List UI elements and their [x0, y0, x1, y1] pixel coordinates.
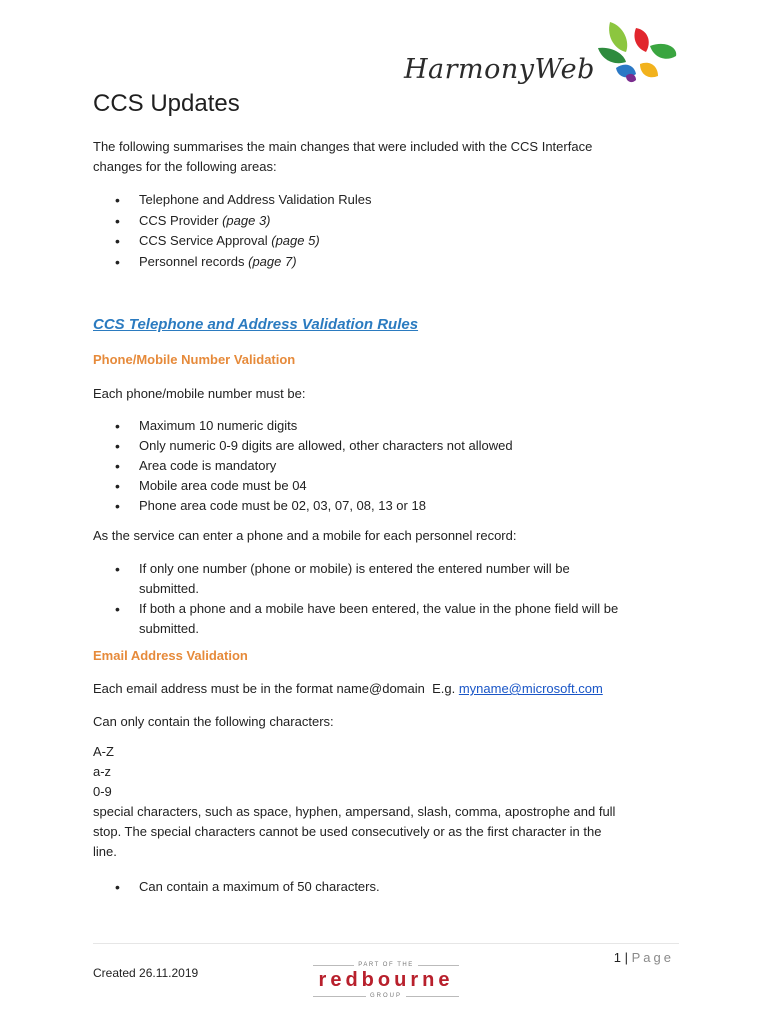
list-item: • Can contain a maximum of 50 characters. [93, 877, 380, 897]
phone-intro: Each phone/mobile number must be: [93, 386, 306, 401]
special-chars-text: stop. The special characters cannot be used consecutively or as the first character in the [93, 824, 602, 839]
list-item: • Personnel records (page 7) [93, 252, 371, 273]
harmonyweb-logo [400, 18, 682, 88]
service-intro: As the service can enter a phone and a mobile for each personnel record: [93, 528, 517, 543]
page-title: CCS Updates [93, 90, 240, 117]
created-date: Created 26.11.2019 [93, 966, 199, 980]
list-item: • CCS Provider (page 3) [93, 211, 371, 232]
email-format-line [93, 679, 603, 699]
allowed-chars [93, 742, 615, 862]
page-number: 1 | Page [613, 950, 674, 965]
service-rules-list [93, 559, 618, 639]
leaves-icon [596, 18, 680, 86]
list-item: • Telephone and Address Validation Rules [93, 190, 371, 211]
footer-divider [93, 943, 679, 944]
intro-line: The following summarises the main changes that were included with the CCS Interface [93, 139, 593, 154]
list-item: • Maximum 10 numeric digits [93, 416, 513, 436]
intro-paragraph [93, 137, 592, 177]
max-length-list [93, 877, 380, 897]
email-example-link[interactable]: myname@microsoft.com [458, 681, 603, 696]
list-item: • CCS Service Approval (page 5) [93, 231, 371, 252]
phone-validation-heading: Phone/Mobile Number Validation [93, 352, 296, 367]
email-validation-heading: Email Address Validation [93, 648, 248, 663]
char-range: 0-9 [93, 784, 112, 799]
special-chars-text: line. [93, 844, 117, 859]
areas-list [93, 190, 371, 272]
list-item: • Only numeric 0-9 digits are allowed, other characters not allowed [93, 436, 513, 456]
email-format-text: Each email address must be in the format name@domain E.g. [93, 681, 459, 696]
logo-wordmark: HarmonyWeb [404, 54, 595, 85]
chars-intro: Can only contain the following characters: [93, 714, 334, 729]
phone-rules-list [93, 416, 513, 516]
list-item: • Area code is mandatory [93, 456, 513, 476]
intro-line: changes for the following areas: [93, 159, 277, 174]
char-range: a-z [93, 764, 112, 779]
section-heading: CCS Telephone and Address Validation Rules [93, 316, 419, 333]
list-item: • Mobile area code must be 04 [93, 476, 513, 496]
list-item: • If only one number (phone or mobile) is entered the entered number will be submitted. [93, 559, 618, 599]
char-range: A-Z [93, 744, 114, 759]
list-item: • Phone area code must be 02, 03, 07, 08, 13 or 18 [93, 496, 513, 516]
special-chars-text: special characters, such as space, hyphen, ampersand, slash, comma, apostrophe and full [93, 804, 616, 819]
redbourne-group-logo: PART OF THE redbourne GROUP [313, 962, 459, 1008]
list-item: • If both a phone and a mobile have been entered, the value in the phone field will be submitted. [93, 599, 618, 639]
